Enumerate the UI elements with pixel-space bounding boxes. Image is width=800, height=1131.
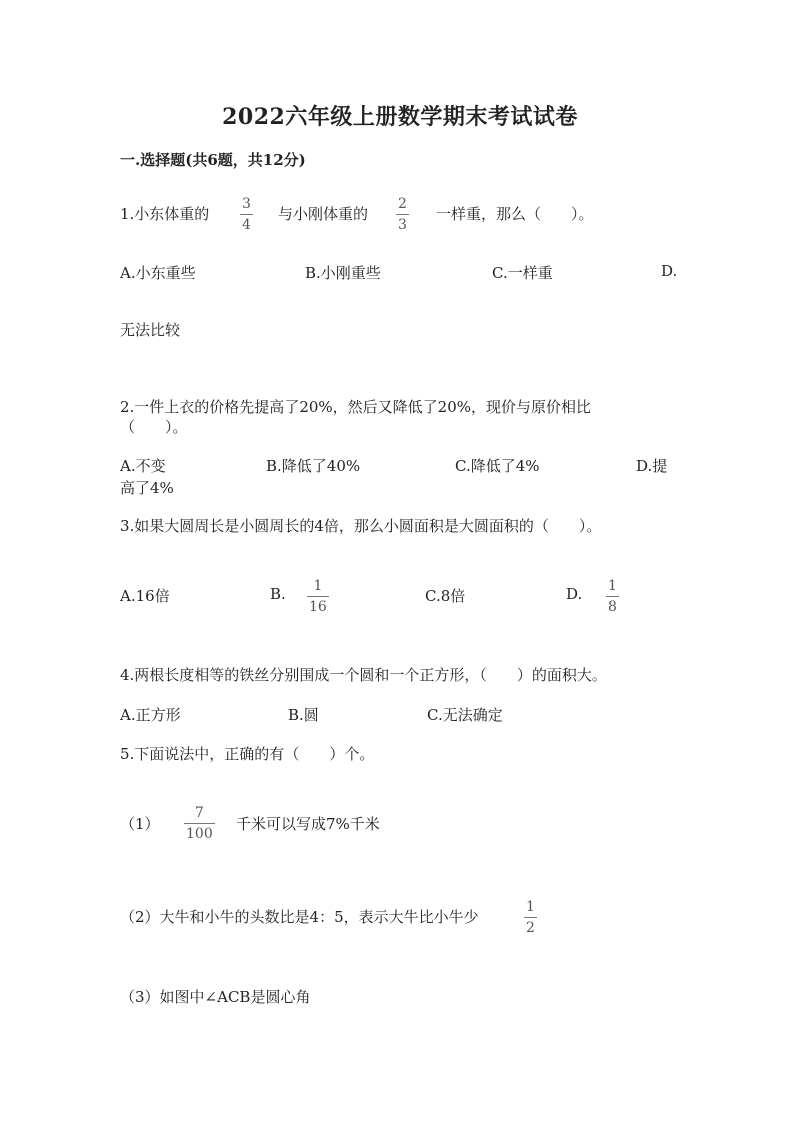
q3-stem: 3.如果大圆周长是小圆周长的4倍，那么小圆面积是大圆面积的（ ）。 (120, 517, 602, 535)
q1-option-d[interactable]: D. (661, 262, 678, 280)
q1-fraction-a-denominator: 4 (242, 217, 251, 233)
q1-fraction-b-numerator: 2 (398, 196, 407, 212)
q2-option-c[interactable]: C.降低了4% (455, 457, 540, 475)
q3-option-b-fraction-denominator: 16 (309, 599, 327, 615)
q5-statement-1-text: 千米可以写成7%千米 (236, 815, 380, 833)
q3-option-b[interactable]: B. (270, 585, 286, 603)
page-title: 2022六年级上册数学期末考试试卷 (222, 104, 578, 130)
q5-stem: 5.下面说法中，正确的有（ ）个。 (120, 745, 375, 763)
q1-option-d-continued: 无法比较 (120, 321, 181, 339)
q3-option-d-fraction (606, 579, 619, 614)
q3-option-d-fraction-numerator: 1 (608, 578, 617, 594)
q1-fraction-b (396, 197, 409, 232)
q1-fraction-b-denominator: 3 (398, 217, 407, 233)
q3-option-d[interactable]: D. (566, 585, 583, 603)
q1-option-c[interactable]: C.一样重 (492, 264, 553, 282)
q3-option-c[interactable]: C.8倍 (425, 587, 466, 605)
q4-option-b[interactable]: B.圆 (288, 706, 319, 724)
q2-stem-line1: 2.一件上衣的价格先提高了20%，然后又降低了20%，现价与原价相比 (120, 398, 591, 416)
q5-statement-2-fraction (524, 900, 537, 935)
q2-option-b[interactable]: B.降低了40% (266, 457, 361, 475)
q2-option-d[interactable]: D.提 (636, 457, 668, 475)
q5-statement-1-fraction-numerator: 7 (194, 805, 204, 821)
q5-statement-2-fraction-denominator: 2 (526, 920, 535, 936)
q3-option-d-fraction-denominator: 8 (608, 599, 617, 615)
q2-option-a[interactable]: A.不变 (120, 457, 166, 475)
q1-stem-c: 一样重，那么（ ）。 (436, 205, 594, 223)
q4-option-c[interactable]: C.无法确定 (427, 706, 503, 724)
q5-statement-1-fraction (184, 806, 215, 841)
q1-fraction-a (240, 197, 253, 232)
q1-fraction-a-numerator: 3 (242, 196, 251, 212)
q3-option-b-fraction (307, 579, 329, 614)
q2-option-d-continued: 高了4% (120, 479, 174, 497)
q1-stem-a: 1.小东体重的 (120, 205, 210, 223)
q5-statement-1-fraction-denominator: 100 (186, 826, 213, 842)
q3-option-a[interactable]: A.16倍 (120, 587, 170, 605)
q5-statement-2-text: （2）大牛和小牛的头数比是4：5，表示大牛比小牛少 (120, 908, 479, 926)
q5-statement-1-label: （1） (120, 815, 160, 833)
q3-option-b-fraction-numerator: 1 (313, 578, 323, 594)
q5-statement-2-fraction-numerator: 1 (526, 899, 535, 915)
q4-stem: 4.两根长度相等的铁丝分别围成一个圆和一个正方形，（ ）的面积大。 (120, 666, 607, 684)
section-heading: 一.选择题(共6题，共12分) (120, 151, 306, 169)
q4-option-a[interactable]: A.正方形 (120, 706, 181, 724)
q2-stem-line2: （ ）。 (120, 418, 188, 436)
q1-option-b[interactable]: B.小刚重些 (305, 264, 381, 282)
q1-stem-b: 与小刚体重的 (278, 205, 369, 223)
q1-option-a[interactable]: A.小东重些 (120, 264, 196, 282)
q5-statement-3-text: （3）如图中∠ACB是圆心角 (120, 988, 311, 1006)
